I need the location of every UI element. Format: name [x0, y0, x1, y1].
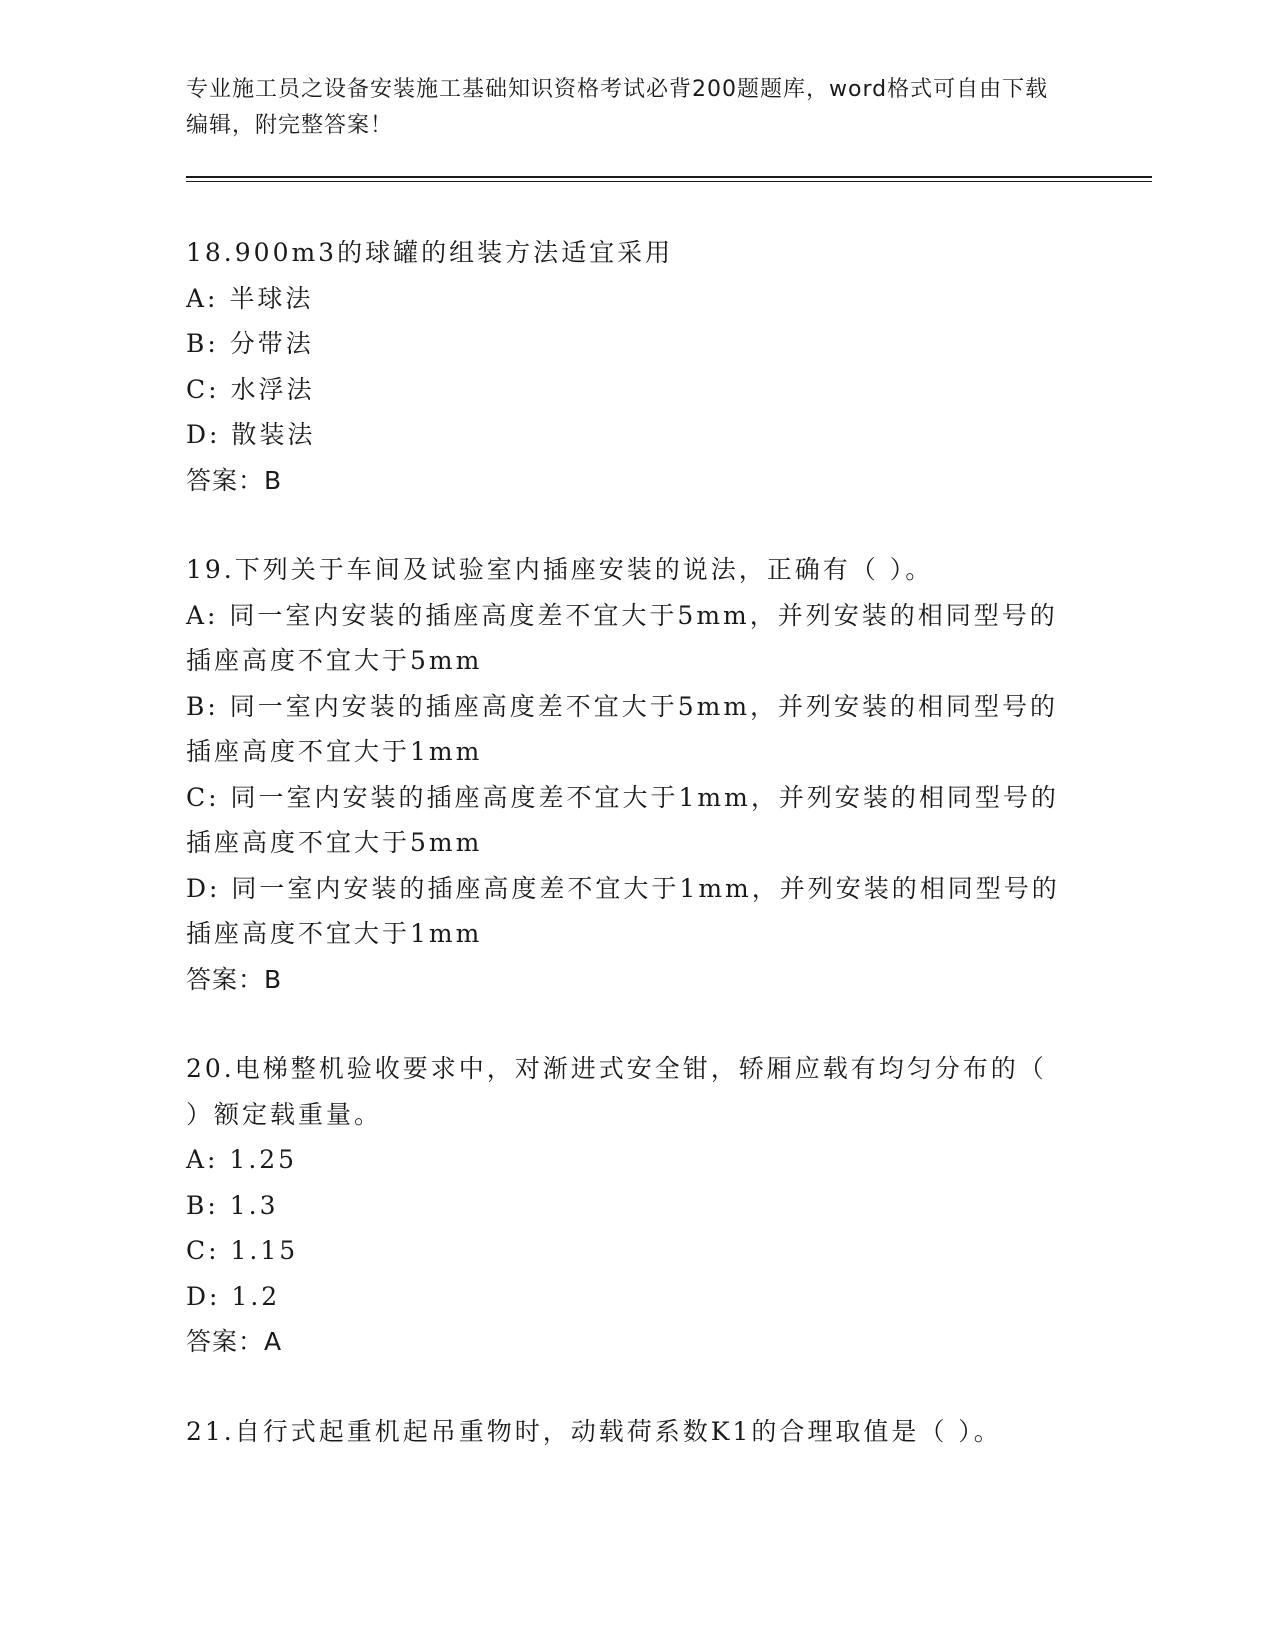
option-a: A: 1.25	[186, 1145, 298, 1174]
header-divider-thick	[186, 176, 1152, 178]
question-stem: 20.电梯整机验收要求中，对渐进式安全钳，轿厢应载有均匀分布的（ ）额定载重量。	[186, 1054, 1047, 1129]
option-b: B: 分带法	[186, 329, 314, 358]
question-stem: 21.自行式起重机起吊重物时，动载荷系数K1的合理取值是（ ）。	[186, 1416, 1002, 1446]
option-b: B: 1.3	[186, 1190, 279, 1220]
option-c: C: 同一室内安装的插座高度差不宜大于1mm，并列安装的相同型号的插座高度不宜大于5mm	[186, 782, 1059, 857]
option-a: A: 半球法	[186, 283, 314, 313]
question-19	[186, 547, 1066, 1002]
option-a: A: 同一室内安装的插座高度差不宜大于5mm，并列安装的相同型号的插座高度不宜大于5mm	[186, 600, 1058, 675]
header-divider-thin	[186, 181, 1152, 182]
option-c: C: 水浮法	[186, 374, 315, 404]
question-stem: 18.900m3的球罐的组装方法适宜采用	[186, 238, 674, 267]
question-list	[186, 230, 1066, 1498]
option-d: D: 散装法	[186, 420, 316, 449]
question-21	[186, 1409, 1066, 1455]
option-d: D: 1.2	[186, 1281, 281, 1311]
question-20	[186, 1046, 1066, 1365]
question-18	[186, 230, 1066, 503]
option-b: B: 同一室内安装的插座高度差不宜大于5mm，并列安装的相同型号的插座高度不宜大于1mm	[186, 691, 1059, 766]
answer: 答案：B	[186, 964, 283, 994]
answer: 答案：B	[186, 465, 283, 495]
option-d: D: 同一室内安装的插座高度差不宜大于1mm，并列安装的相同型号的插座高度不宜大于1mm	[186, 873, 1060, 948]
answer: 答案：A	[186, 1327, 283, 1356]
document-header: 专业施工员之设备安装施工基础知识资格考试必背200题题库，word格式可自由下载编辑，附完整答案！	[186, 77, 1049, 138]
question-stem: 19.下列关于车间及试验室内插座安装的说法，正确有（ ）。	[186, 555, 934, 584]
option-c: C: 1.15	[186, 1236, 299, 1265]
